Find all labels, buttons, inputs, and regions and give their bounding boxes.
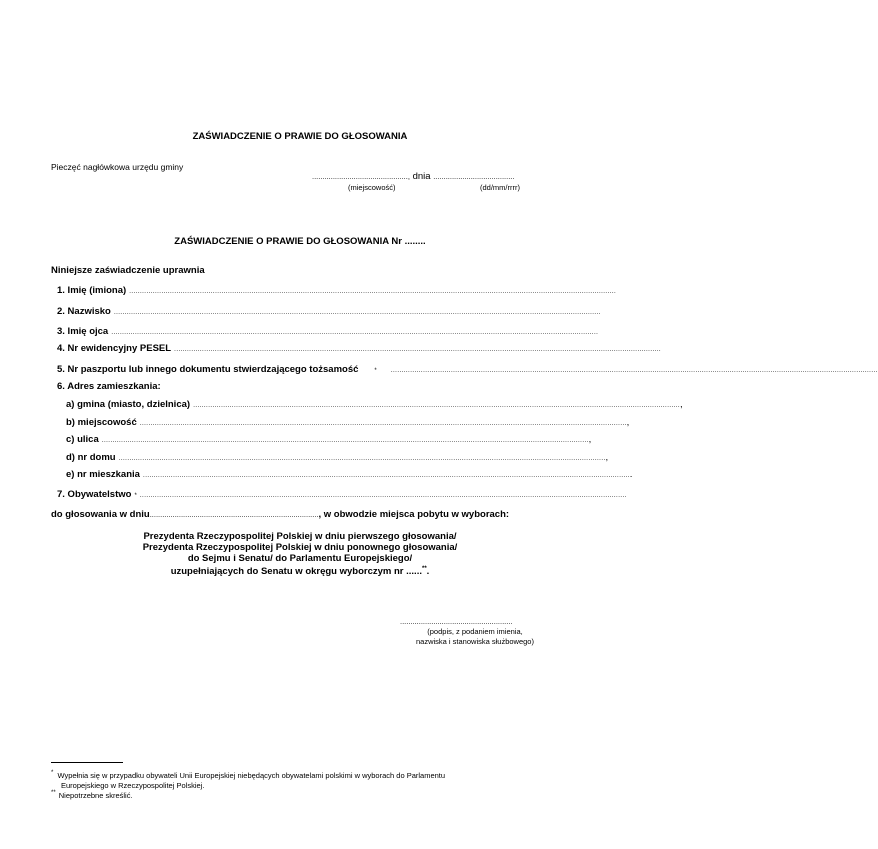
field-locality[interactable] [66,417,630,429]
date-caption: (dd/mm/rrrr) [480,183,520,192]
voting-tail: , w obwodzie miejsca pobytu w wyborach: [318,509,510,520]
field-dots: ................................................................................................................................................................................................................................... [174,346,661,353]
voting-date-dots[interactable]: ................................................................................. [149,510,319,519]
certificate-title: ZAŚWIADCZENIE O PRAWIE DO GŁOSOWANIA Nr ........ [174,236,426,247]
election-senate-text: uzupełniających do Senatu w okręgu wyborczym nr ...... [170,566,422,578]
field-label: 2. Nazwisko [57,306,111,317]
intro-text: Niniejsze zaświadczenie uprawnia [51,265,205,276]
field-dots: ................................................................................................................................................................................................................................... [142,472,630,479]
field-passport[interactable] [57,364,878,376]
footnote-text-cont: Europejskiego w Rzeczypospolitej Polskiej. [61,780,205,790]
footnote-mark: ** [51,790,56,796]
field-dots: ................................................................................................................................................................................................................................... [111,329,599,336]
field-dots: ................................................................................................................................................................................................................................... [118,455,606,462]
election-option [0,564,600,577]
date-word: dnia [412,171,431,182]
field-last-name[interactable] [57,306,601,318]
field-label: 1. Imię (imiona) [57,285,127,296]
footnote-1 [51,768,445,791]
field-father-name[interactable] [57,326,599,338]
field-label: d) nr domu [66,452,116,463]
footnote-text: Niepotrzebne skreślić. [58,790,133,800]
field-label: 4. Nr ewidencyjny PESEL [57,343,172,354]
field-pesel[interactable] [57,343,661,355]
footnote-mark: * [374,368,377,374]
signature-dots[interactable]: ...................................................... [400,617,513,626]
field-dots: ................................................................................................................................................................................................................................... [390,367,878,374]
field-street[interactable] [66,434,592,446]
election-option: do Sejmu i Senatu/ do Parlamentu Europejskiego/ [187,553,413,564]
election-option: Prezydenta Rzeczypospolitej Polskiej w dniu pierwszego głosowania/ [143,531,457,542]
footnote-text: Wypełnia się w przypadku obywateli Unii Europejskiej niebędących obywatelami polskimi w wyborach do Parlamentu [57,770,446,780]
field-end-punct: , [626,417,630,428]
field-end-punct: , [605,452,609,463]
election-option: Prezydenta Rzeczypospolitej Polskiej w dniu ponownego głosowania/ [142,542,458,553]
field-label: c) ulica [66,434,99,445]
field-end-punct: . [629,469,633,480]
date-dots: ....................................... [433,172,515,181]
field-label: 3. Imię ojca [57,326,109,337]
footnote-mark: * [51,770,54,776]
place-date-line [312,171,514,182]
footnote-mark: * [134,493,137,499]
field-gmina[interactable] [66,399,683,411]
signature-caption [395,627,555,647]
field-dots: ................................................................................................................................................................................................................................... [113,309,601,316]
stamp-label: Pieczęć nagłówkowa urzędu gminy [51,162,184,172]
field-end-punct: , [679,399,683,410]
field-label: b) miejscowość [66,417,137,428]
field-first-name[interactable] [57,285,617,297]
field-house-number[interactable] [66,452,609,464]
election-end-punct: . [426,566,430,578]
address-heading: 6. Adres zamieszkania: [57,381,161,392]
field-label: e) nr mieszkania [66,469,140,480]
field-dots: ................................................................................................................................................................................................................................... [193,402,680,409]
elections-block [0,531,600,577]
footnote-2 [51,790,133,800]
field-dots: ................................................................................................................................................................................................................................... [101,437,589,444]
voting-lead: do głosowania w dniu [51,509,150,520]
signature-caption-line: (podpis, z podaniem imienia, [427,627,523,636]
field-label: 5. Nr paszportu lub innego dokumentu stwierdzającego tożsamość [57,364,359,375]
place-dots: .............................................., [312,172,410,181]
voting-line [51,509,509,520]
field-apartment-number[interactable] [66,469,633,481]
field-dots: ................................................................................................................................................................................................................................... [139,492,627,499]
main-title: ZAŚWIADCZENIE O PRAWIE DO GŁOSOWANIA [192,131,408,142]
footnote-mark: ** [421,566,427,572]
signature-caption-line: nazwiska i stanowiska służbowego) [416,637,534,646]
field-label: 7. Obywatelstwo [57,489,132,500]
footnote-separator [51,762,123,763]
field-end-punct: , [588,434,592,445]
field-citizenship[interactable] [57,489,627,501]
field-dots: ................................................................................................................................................................................................................................... [139,420,627,427]
field-dots: ................................................................................................................................................................................................................................... [129,288,617,295]
field-label: a) gmina (miasto, dzielnica) [66,399,191,410]
place-caption: (miejscowość) [348,183,396,192]
